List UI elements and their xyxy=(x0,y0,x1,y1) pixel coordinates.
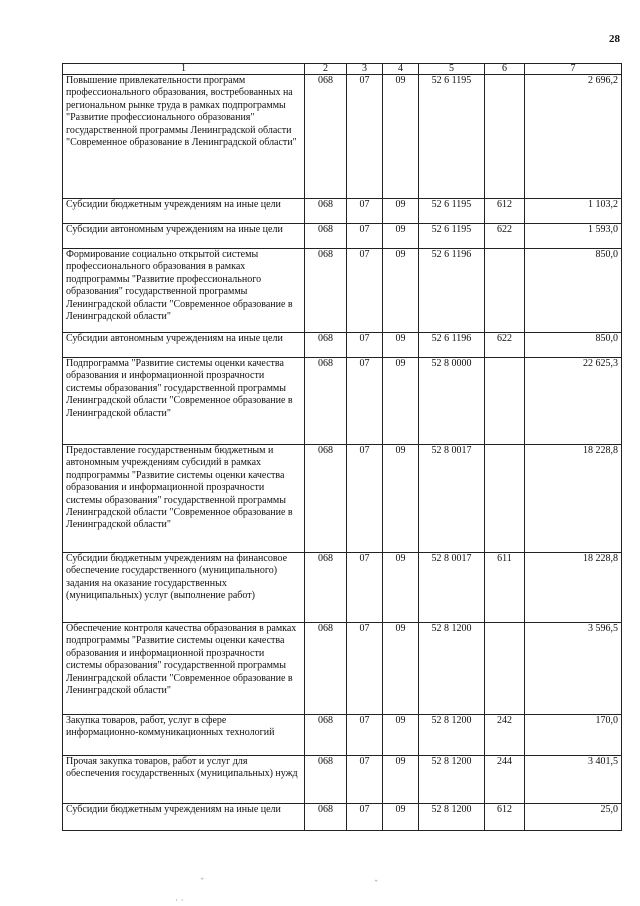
row-pr: 09 xyxy=(383,804,419,831)
scan-speck: ˇ xyxy=(200,878,205,888)
row-ved: 068 xyxy=(305,553,347,623)
row-ved: 068 xyxy=(305,75,347,199)
row-sum: 18 228,8 xyxy=(525,553,622,623)
row-rz: 07 xyxy=(347,715,383,756)
header-col-3: 3 xyxy=(347,64,383,75)
row-rz: 07 xyxy=(347,445,383,553)
row-vr: 622 xyxy=(485,224,525,249)
row-pr: 09 xyxy=(383,249,419,333)
row-rz: 07 xyxy=(347,358,383,445)
row-csr: 52 6 1196 xyxy=(419,333,485,358)
table-row xyxy=(63,623,622,715)
page-number: 28 xyxy=(609,33,620,45)
row-name: Субсидии бюджетным учреждениям на финансовое обеспечение государственного (муниципального) задания на оказание государственных (муниципальных) услуг (выполнение работ) xyxy=(63,553,305,623)
row-sum: 18 228,8 xyxy=(525,445,622,553)
table-row xyxy=(63,715,622,756)
row-name: Подпрограмма "Развитие системы оценки качества образования и информационной прозрачности системы образования" государственной программы Ленинградской области "Современное образование в Ленинградской области" xyxy=(63,358,305,445)
row-csr: 52 6 1195 xyxy=(419,199,485,224)
row-pr: 09 xyxy=(383,224,419,249)
row-ved: 068 xyxy=(305,249,347,333)
scan-speck: ˇ xyxy=(374,880,379,890)
row-vr xyxy=(485,75,525,199)
header-col-4: 4 xyxy=(383,64,419,75)
row-vr: 622 xyxy=(485,333,525,358)
row-pr: 09 xyxy=(383,553,419,623)
row-rz: 07 xyxy=(347,333,383,358)
row-vr: 612 xyxy=(485,199,525,224)
row-sum: 1 593,0 xyxy=(525,224,622,249)
row-pr: 09 xyxy=(383,358,419,445)
row-name: Прочая закупка товаров, работ и услуг для обеспечения государственных (муниципальных) нужд xyxy=(63,756,305,804)
row-csr: 52 6 1195 xyxy=(419,224,485,249)
table-row xyxy=(63,333,622,358)
row-rz: 07 xyxy=(347,623,383,715)
row-vr: 612 xyxy=(485,804,525,831)
table-row xyxy=(63,199,622,224)
row-ved: 068 xyxy=(305,623,347,715)
row-vr: 242 xyxy=(485,715,525,756)
header-col-2: 2 xyxy=(305,64,347,75)
row-sum: 170,0 xyxy=(525,715,622,756)
row-csr: 52 6 1196 xyxy=(419,249,485,333)
row-name: Формирование социально открытой системы профессионального образования в рамках подпрограммы "Развитие профессионального образования" государственной программы Ленинградской области "Современное образование в Ленинградской области" xyxy=(63,249,305,333)
row-sum: 1 103,2 xyxy=(525,199,622,224)
row-pr: 09 xyxy=(383,623,419,715)
row-name: Предоставление государственным бюджетным и автономным учреждениям субсидий в рамках подпрограммы "Развитие системы оценки качества образования и информационной прозрачности системы образования" государственной программы Ленинградской области "Современное образование в Ленинградской области" xyxy=(63,445,305,553)
row-name: Обеспечение контроля качества образования в рамках подпрограммы "Развитие системы оценки качества образования и информационной прозрачности системы образования" государственной программы Ленинградской области "Современное образование в Ленинградской области" xyxy=(63,623,305,715)
row-ved: 068 xyxy=(305,715,347,756)
row-csr: 52 8 0017 xyxy=(419,445,485,553)
header-col-5: 5 xyxy=(419,64,485,75)
row-vr xyxy=(485,249,525,333)
row-ved: 068 xyxy=(305,804,347,831)
row-csr: 52 6 1195 xyxy=(419,75,485,199)
row-sum: 3 401,5 xyxy=(525,756,622,804)
row-rz: 07 xyxy=(347,75,383,199)
row-sum: 850,0 xyxy=(525,333,622,358)
table-row xyxy=(63,756,622,804)
row-ved: 068 xyxy=(305,199,347,224)
row-pr: 09 xyxy=(383,199,419,224)
row-rz: 07 xyxy=(347,756,383,804)
row-rz: 07 xyxy=(347,553,383,623)
row-ved: 068 xyxy=(305,224,347,249)
table-row xyxy=(63,445,622,553)
row-name: Субсидии автономным учреждениям на иные цели xyxy=(63,224,305,249)
table-row xyxy=(63,553,622,623)
row-pr: 09 xyxy=(383,756,419,804)
table-row xyxy=(63,249,622,333)
row-csr: 52 8 1200 xyxy=(419,715,485,756)
row-vr xyxy=(485,623,525,715)
row-pr: 09 xyxy=(383,75,419,199)
row-pr: 09 xyxy=(383,333,419,358)
row-ved: 068 xyxy=(305,333,347,358)
row-sum: 3 596,5 xyxy=(525,623,622,715)
row-sum: 2 696,2 xyxy=(525,75,622,199)
row-sum: 850,0 xyxy=(525,249,622,333)
row-name: Субсидии бюджетным учреждениям на иные цели xyxy=(63,804,305,831)
row-pr: 09 xyxy=(383,445,419,553)
row-ved: 068 xyxy=(305,445,347,553)
row-rz: 07 xyxy=(347,249,383,333)
row-name: Субсидии бюджетным учреждениям на иные цели xyxy=(63,199,305,224)
row-csr: 52 8 0000 xyxy=(419,358,485,445)
row-pr: 09 xyxy=(383,715,419,756)
row-rz: 07 xyxy=(347,199,383,224)
row-csr: 52 8 1200 xyxy=(419,756,485,804)
table-row xyxy=(63,804,622,831)
row-name: Повышение привлекательности программ профессионального образования, востребованных на региональном рынке труда в рамках подпрограммы "Развитие профессионального образования" государственной программы Ленинградской области "Современное образование в Ленинградской области" xyxy=(63,75,305,199)
header-row xyxy=(63,64,622,75)
row-csr: 52 8 1200 xyxy=(419,623,485,715)
table-row xyxy=(63,75,622,199)
row-vr: 244 xyxy=(485,756,525,804)
table-row xyxy=(63,224,622,249)
row-sum: 25,0 xyxy=(525,804,622,831)
row-name: Субсидии автономным учреждениям на иные цели xyxy=(63,333,305,358)
budget-table xyxy=(62,63,622,831)
row-csr: 52 8 1200 xyxy=(419,804,485,831)
row-ved: 068 xyxy=(305,756,347,804)
row-ved: 068 xyxy=(305,358,347,445)
row-name: Закупка товаров, работ, услуг в сфере информационно-коммуникационных технологий xyxy=(63,715,305,756)
row-vr: 611 xyxy=(485,553,525,623)
row-csr: 52 8 0017 xyxy=(419,553,485,623)
row-vr xyxy=(485,445,525,553)
scan-speck: · · xyxy=(175,896,184,906)
header-col-1: 1 xyxy=(63,64,305,75)
row-vr xyxy=(485,358,525,445)
row-rz: 07 xyxy=(347,224,383,249)
table-row xyxy=(63,358,622,445)
row-rz: 07 xyxy=(347,804,383,831)
header-col-7: 7 xyxy=(525,64,622,75)
row-sum: 22 625,3 xyxy=(525,358,622,445)
header-col-6: 6 xyxy=(485,64,525,75)
